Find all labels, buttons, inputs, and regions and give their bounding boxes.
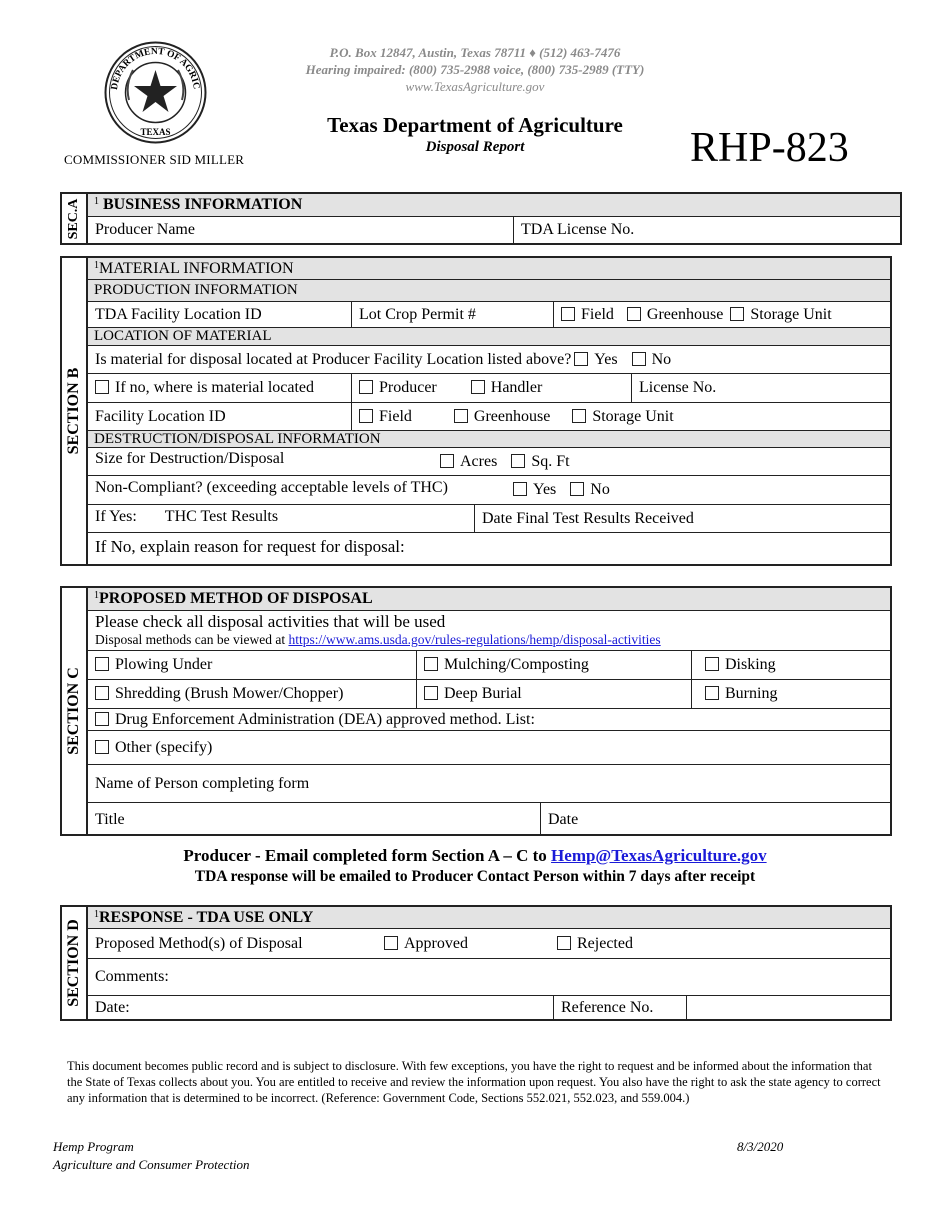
size-unit-options (433, 448, 890, 475)
svg-text:DEPARTMENT OF AGRICULTURE: DEPARTMENT OF AGRIC (110, 46, 201, 91)
section-c-label: SECTION C (62, 588, 88, 834)
section-b-header: $^1$MATERIAL INFORMATION (88, 258, 890, 280)
commissioner-name: COMMISSIONER SID MILLER (64, 152, 245, 167)
footer-program: Hemp Program (53, 1139, 134, 1154)
located-yes-checkbox[interactable]: Yes (574, 351, 617, 369)
storage-unit-checkbox[interactable]: Storage Unit (730, 306, 831, 324)
located-no-checkbox[interactable]: No (632, 351, 672, 369)
agency-name: Texas Department of Agriculture (327, 113, 623, 137)
disposal-reason-field[interactable]: If No, explain reason for request for disposal: (95, 537, 405, 556)
department-seal (103, 40, 208, 145)
title-field[interactable]: Title (95, 810, 125, 828)
location-license-no-field[interactable]: License No. (631, 374, 890, 402)
footer-date: 8/3/2020 (737, 1139, 784, 1154)
tda-license-field[interactable]: TDA License No. (513, 217, 900, 243)
address-line-1: P.O. Box 12847, Austin, Texas 78711 ♦ (512) 463-7476 (329, 45, 621, 60)
location-of-material-header: LOCATION OF MATERIAL (88, 328, 890, 346)
disking-checkbox[interactable]: Disking (691, 651, 890, 679)
producer-name-field[interactable]: Producer Name (95, 221, 195, 238)
form-subtitle: Disposal Report (425, 139, 525, 155)
section-a (60, 192, 902, 245)
lot-crop-permit-field[interactable]: Lot Crop Permit # (351, 302, 553, 327)
response-note: TDA response will be emailed to Producer Contact Person within 7 days after receipt (194, 868, 756, 885)
other-method-checkbox[interactable]: Other (specify) (88, 731, 890, 764)
shredding-checkbox[interactable]: Shredding (Brush Mower/Chopper) (88, 680, 416, 708)
greenhouse-checkbox[interactable]: Greenhouse (627, 306, 723, 324)
hemp-email-link[interactable]: Hemp@TexasAgriculture.gov (551, 846, 767, 865)
thc-test-results-field[interactable]: If Yes: THC Test Results (95, 508, 279, 525)
proposed-methods-label: Proposed Method(s) of Disposal (95, 934, 303, 952)
production-type-options (553, 302, 890, 327)
location-storage-unit-checkbox[interactable]: Storage Unit (572, 408, 673, 426)
date-final-test-results-field[interactable]: Date Final Test Results Received (474, 505, 890, 532)
production-info-header: PRODUCTION INFORMATION (88, 280, 890, 302)
email-instruction: Producer - Email completed form Section A – C to Hemp@TexasAgriculture.gov (183, 846, 767, 865)
reference-no-field[interactable] (686, 996, 890, 1019)
acres-checkbox[interactable]: Acres (440, 453, 497, 471)
non-compliant-options (506, 476, 890, 504)
rejected-checkbox[interactable]: Rejected (557, 929, 633, 958)
sq-ft-checkbox[interactable]: Sq. Ft (511, 453, 569, 471)
dea-method-checkbox[interactable]: Drug Enforcement Administration (DEA) approved method. List: (88, 709, 890, 730)
address-line-2: Hearing impaired: (800) 735-2988 voice, (800) 735-2989 (TTY) (305, 62, 645, 77)
section-b-label: SECTION B (62, 258, 88, 564)
material-location-question: Is material for disposal located at Producer Facility Location listed above? Yes No (95, 350, 672, 368)
response-date-field[interactable]: Date: (95, 998, 130, 1016)
tda-facility-location-id-field[interactable]: TDA Facility Location ID (95, 305, 262, 323)
reference-no-label: Reference No. (553, 996, 686, 1019)
disposal-instructions: Please check all disposal activities that will be used Disposal methods can be viewed at https://www.ams.usda.gov/rules-regulations/hemp/disposal-activities (88, 611, 890, 651)
plowing-under-checkbox[interactable]: Plowing Under (88, 651, 416, 679)
burning-checkbox[interactable]: Burning (691, 680, 890, 708)
if-no-where-checkbox[interactable]: If no, where is material located (88, 374, 351, 402)
location-type-options (351, 403, 890, 430)
destruction-disposal-header: DESTRUCTION/DISPOSAL INFORMATION (88, 431, 890, 448)
section-d-label: SECTION D (62, 907, 88, 1019)
form-number: RHP-823 (690, 125, 849, 171)
location-field-checkbox[interactable]: Field (359, 408, 412, 426)
section-d (60, 905, 892, 1021)
approved-checkbox[interactable]: Approved (384, 929, 468, 958)
date-field[interactable]: Date (540, 803, 890, 836)
non-compliant-label: Non-Compliant? (exceeding acceptable levels of THC) (95, 479, 448, 496)
mulching-composting-checkbox[interactable]: Mulching/Composting (416, 651, 691, 679)
section-a-label: SEC.A (62, 194, 88, 243)
field-checkbox[interactable]: Field (561, 306, 614, 324)
section-a-header: $^1$ BUSINESS INFORMATION (88, 194, 900, 217)
non-compliant-no-checkbox[interactable]: No (570, 481, 610, 499)
section-c (60, 586, 892, 836)
section-b (60, 256, 892, 566)
comments-field[interactable]: Comments: (95, 968, 169, 985)
agency-website: www.TexasAgriculture.gov (405, 79, 545, 94)
disposal-methods-link[interactable]: https://www.ams.usda.gov/rules-regulations/hemp/disposal-activities (288, 632, 661, 647)
svg-text:TEXAS: TEXAS (140, 127, 171, 137)
location-greenhouse-checkbox[interactable]: Greenhouse (454, 408, 550, 426)
footer-division: Agriculture and Consumer Protection (53, 1157, 250, 1172)
material-holder-options (351, 374, 631, 402)
disclosure-notice: This document becomes public record and is subject to disclosure. With few exceptions, you have the right to request and be informed about the information that the State of Texas collects about you. You are entitled to receive and review the information upon request. You also have the right to ask the state agency to correct any information that is determined to be incorrect. (Reference: Government Code, Sections 552.021, 552.023, and 559.004.) (67, 1059, 881, 1105)
section-d-header: $^1$RESPONSE - TDA USE ONLY (88, 907, 890, 929)
facility-location-id-field[interactable]: Facility Location ID (95, 407, 226, 425)
producer-checkbox[interactable]: Producer (359, 379, 437, 397)
name-of-person-field[interactable]: Name of Person completing form (95, 774, 310, 792)
size-for-disposal-label: Size for Destruction/Disposal (95, 450, 285, 467)
agency-address (250, 44, 700, 95)
handler-checkbox[interactable]: Handler (471, 379, 543, 397)
non-compliant-yes-checkbox[interactable]: Yes (513, 481, 556, 499)
section-c-header: $^1$PROPOSED METHOD OF DISPOSAL (88, 588, 890, 611)
deep-burial-checkbox[interactable]: Deep Burial (416, 680, 691, 708)
